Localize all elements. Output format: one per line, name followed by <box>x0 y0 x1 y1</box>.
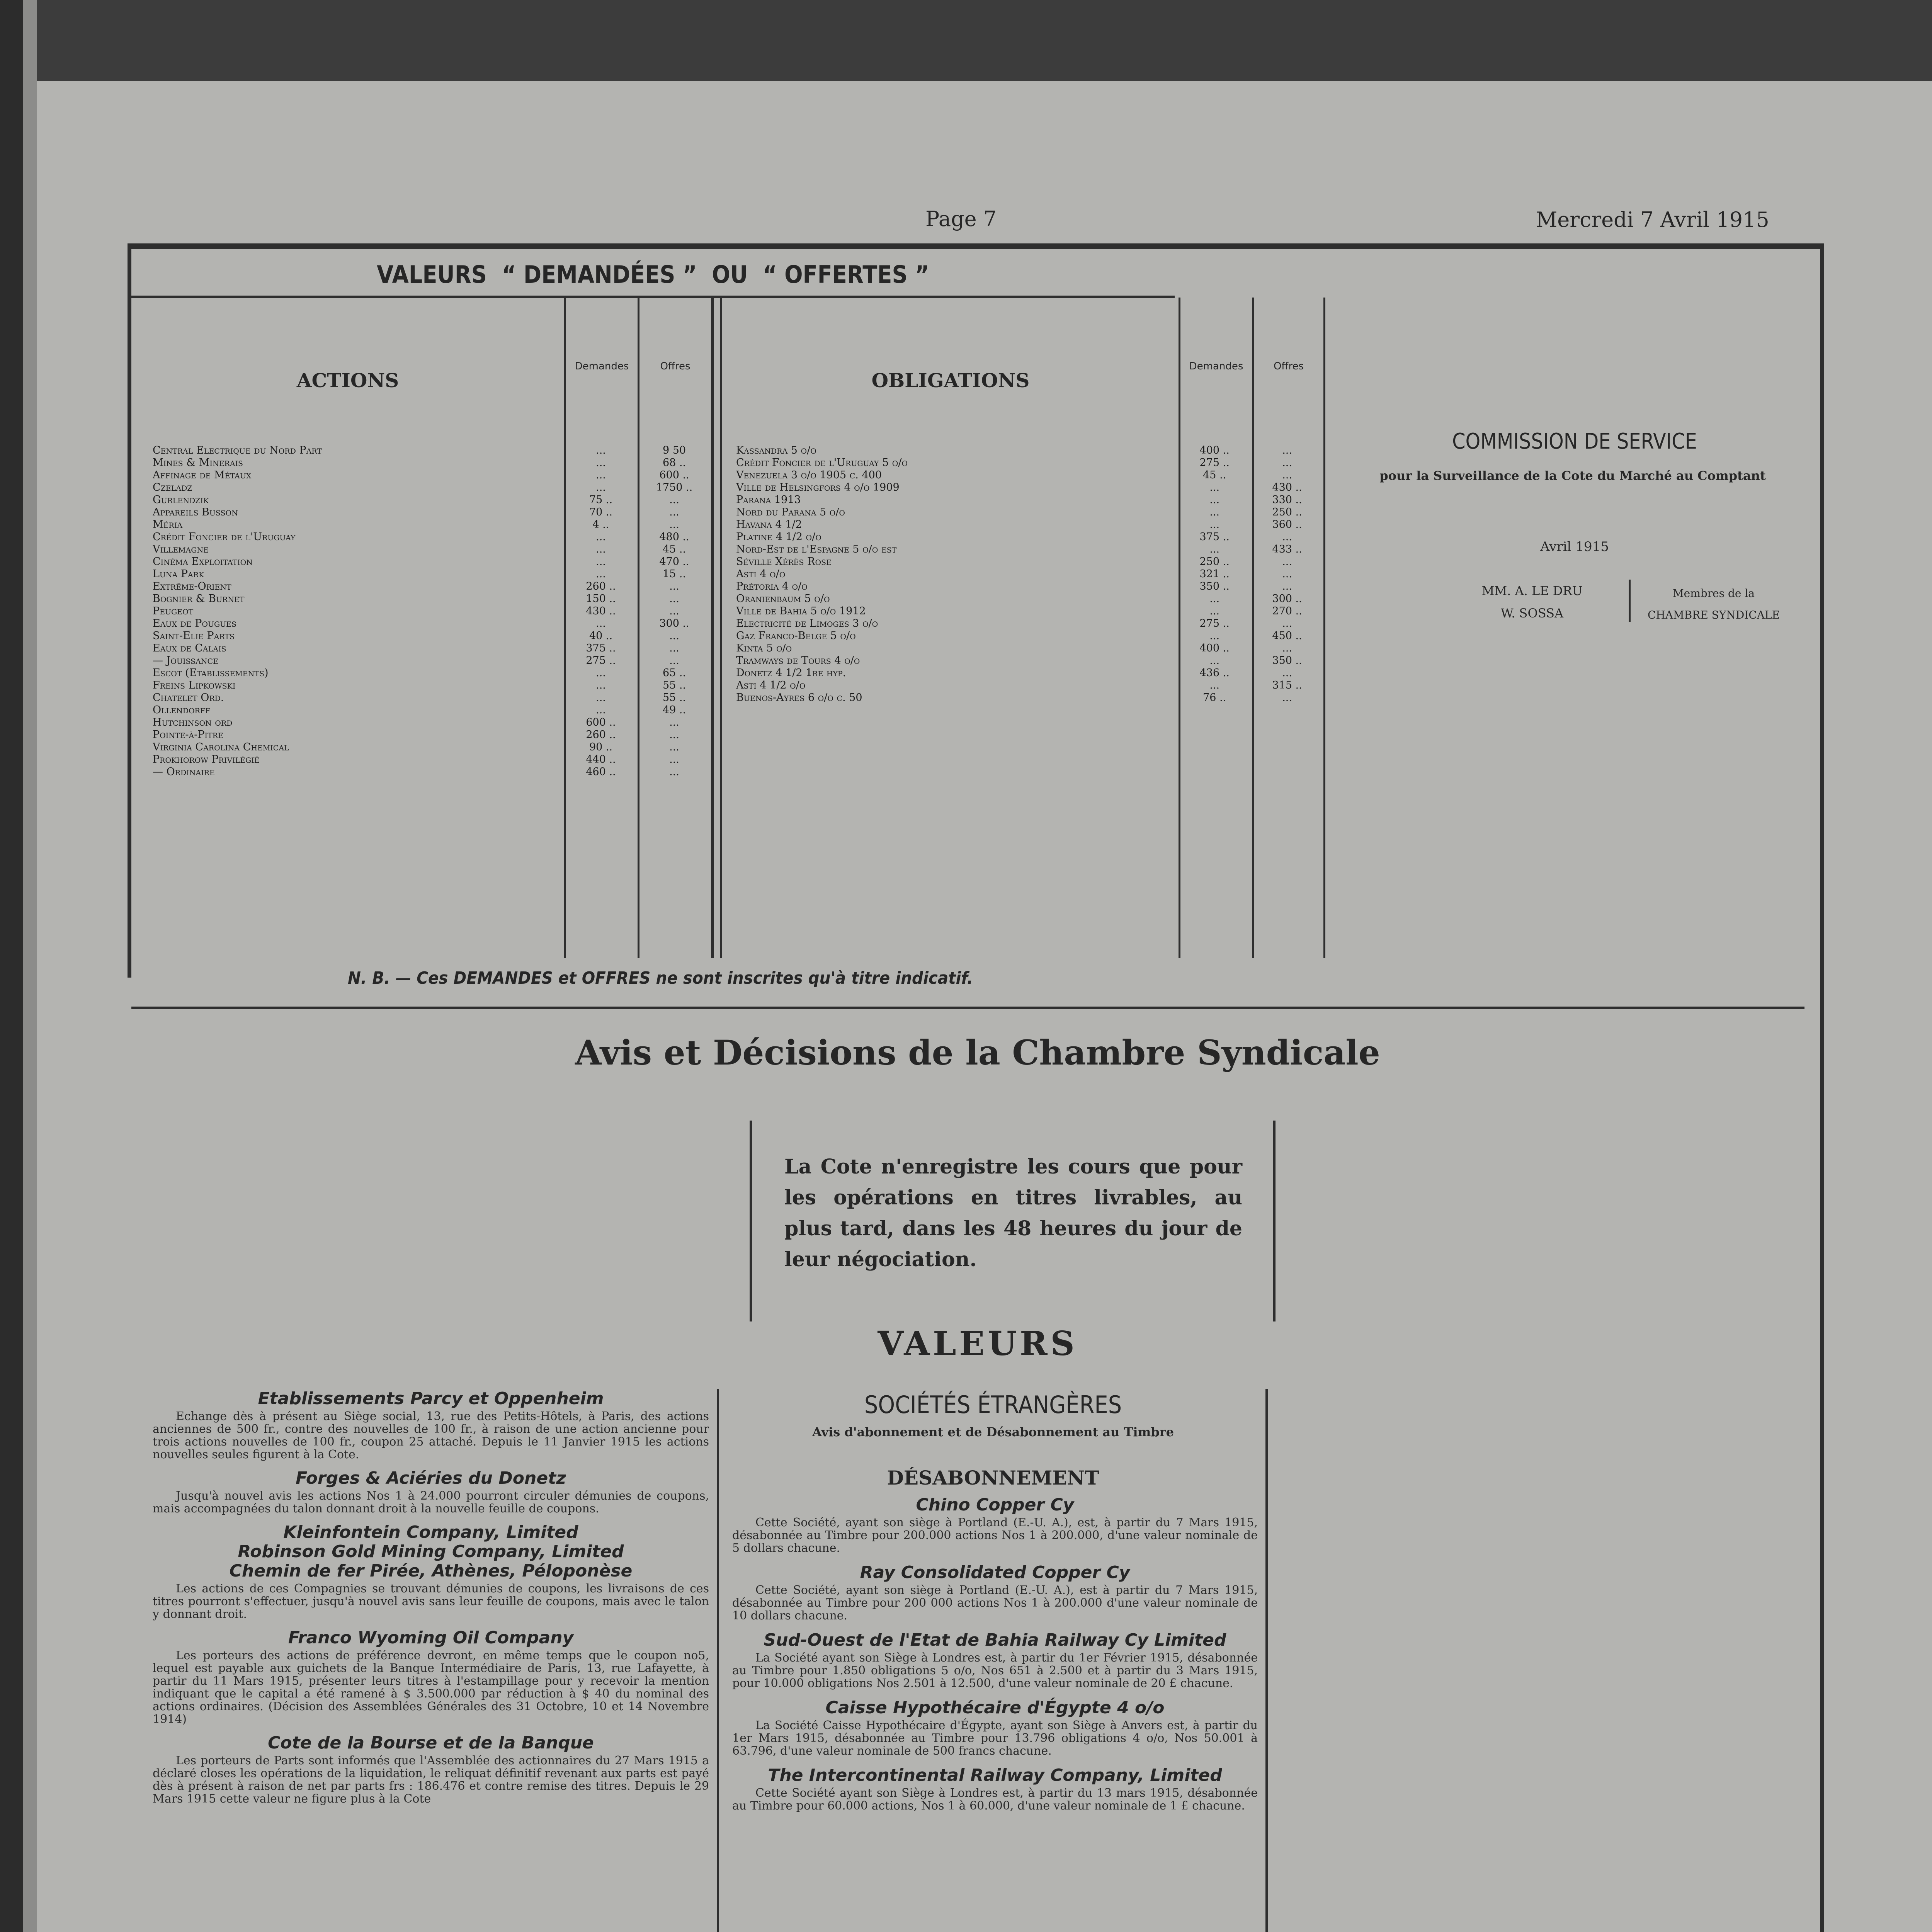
actions-demandes-header: Demandes <box>575 361 629 372</box>
offres-value: 68 .. <box>662 457 686 469</box>
title-underline <box>131 296 1175 298</box>
demandes-value: ... <box>596 444 606 456</box>
notice-block <box>153 1469 709 1515</box>
table-row <box>736 543 1323 556</box>
notice-block <box>732 1631 1258 1690</box>
demandes-value: ... <box>1209 519 1220 531</box>
table-row <box>153 753 711 766</box>
demandes-value: 150 .. <box>586 593 616 605</box>
security-name: Cinéma Exploitation <box>153 556 253 568</box>
middle-double-rule-a <box>711 298 714 958</box>
table-row <box>736 667 1323 679</box>
security-name: Affinage de Métaux <box>153 469 252 481</box>
demandes-value: 4 .. <box>592 519 609 531</box>
security-name: Luna Park <box>153 568 204 580</box>
notice-text: Echange dès à présent au Siège social, 13, rue des Petits-Hôtels, à Paris, des actions anciennes de 500 fr., contre des nouvelles de 100 fr., à raison de une action ancienne pour trois actions nouvelles de 100 fr., coupon 25 attaché. Depuis le 11 Janvier 1915 les actions nouvelles seules figurent à la Cote. <box>153 1410 709 1461</box>
table-row <box>736 655 1323 667</box>
page-edge-top <box>37 0 1932 81</box>
demandes-value: 250 .. <box>1199 556 1230 568</box>
offres-value: 15 .. <box>662 568 686 580</box>
offres-value: ... <box>669 519 679 531</box>
table-row <box>153 469 711 481</box>
table-row <box>736 457 1323 469</box>
offres-value: 330 .. <box>1272 494 1302 506</box>
security-name: Prokhorow Privilégié <box>153 753 260 765</box>
security-name: Hutchinson ord <box>153 716 233 728</box>
security-name: Escot (Etablissements) <box>153 667 269 679</box>
offres-value: 65 .. <box>662 667 686 679</box>
table-row <box>736 519 1323 531</box>
security-name: Nord du Parana 5 o/o <box>736 506 845 518</box>
demandes-value: ... <box>1209 679 1220 691</box>
demandes-value: ... <box>596 692 606 704</box>
demandes-value: ... <box>1209 494 1220 506</box>
notice-text: La Société Caisse Hypothécaire d'Égypte, ayant son Siège à Anvers est, à partir du 1er Mars 1915, désabonnée au Timbre pour 13.796 obligations 4 o/o, Nos 50.001 à 63.796, d'une valeur nominale de 500 francs chacune. <box>732 1719 1258 1758</box>
commission-subtitle: pour la Surveillance de la Cote du Marché au Comptant <box>1379 468 1766 483</box>
security-name: Mines & Minerais <box>153 457 243 469</box>
demandes-value: ... <box>596 556 606 568</box>
demandes-value: 70 .. <box>589 506 613 518</box>
notice-text: Cette Société ayant son Siège à Londres est, à partir du 13 mars 1915, désabonnée au Timbre pour 60.000 actions, Nos 1 à 60.000, d'une valeur nominale de 1 £ chacune. <box>732 1786 1258 1813</box>
table-row <box>736 568 1323 580</box>
valeurs-box-title: VALEURS “ DEMANDÉES ” OU “ OFFERTES ” <box>377 260 929 289</box>
notice-block <box>732 1495 1258 1554</box>
table-row <box>153 605 711 617</box>
offres-value: 1750 .. <box>656 481 693 493</box>
demandes-value: ... <box>1209 506 1220 518</box>
offres-value: 55 .. <box>662 679 686 691</box>
avis-notice-right-rule <box>1273 1121 1276 1321</box>
offres-value: ... <box>1282 617 1292 629</box>
valeurs-section-rule-left <box>717 1389 719 1932</box>
offres-value: 350 .. <box>1272 655 1302 667</box>
security-name: Nord-Est de l'Espagne 5 o/o est <box>736 543 897 555</box>
notice-block <box>153 1389 709 1461</box>
demandes-value: 260 .. <box>586 580 616 592</box>
notice-text: Jusqu'à nouvel avis les actions Nos 1 à 24.000 pourront circuler démunies de coupons, mais accompagnées du talon donnant droit à la nouvelle feuille de coupons. <box>153 1489 709 1515</box>
notice-text: La Société ayant son Siège à Londres est, à partir du 1er Février 1915, désabonnée au Timbre pour 1.850 obligations 5 o/o, Nos 651 à 2.500 et à partir du 3 Mars 1915, pour 10.000 obligations Nos 2.501 à 12.500, d'une valeur nominale de 20 £ chacune. <box>732 1651 1258 1690</box>
table-row <box>153 531 711 543</box>
security-name: Central Electrique du Nord Part <box>153 444 322 456</box>
table-row <box>153 766 711 778</box>
demandes-value: ... <box>596 568 606 580</box>
notice-heading: Cote de la Bourse et de la Banque <box>268 1733 594 1753</box>
offres-value: 470 .. <box>659 556 689 568</box>
security-name: Kinta 5 o/o <box>736 642 792 654</box>
commission-title: COMMISSION DE SERVICE <box>1452 429 1697 454</box>
valeurs-right-column <box>732 1495 1258 1821</box>
demandes-value: ... <box>596 617 606 629</box>
security-name: Havana 4 1/2 <box>736 519 802 531</box>
table-row <box>736 469 1323 481</box>
security-name: Villemagne <box>153 543 209 555</box>
demandes-value: 375 .. <box>1199 531 1230 543</box>
table-row <box>736 531 1323 543</box>
demandes-value: ... <box>1209 481 1220 493</box>
page-edge-left <box>0 0 23 1932</box>
offres-value: ... <box>669 593 679 605</box>
notice-block <box>732 1563 1258 1622</box>
valeurs-left-column <box>153 1389 709 1813</box>
security-name: Crédit Foncier de l'Uruguay 5 o/o <box>736 457 908 469</box>
security-name: Donetz 4 1/2 1re hyp. <box>736 667 846 679</box>
security-name: Méria <box>153 519 183 531</box>
members-brace <box>1629 580 1631 622</box>
offres-value: ... <box>1282 568 1292 580</box>
demandes-value: 350 .. <box>1199 580 1230 592</box>
notice-heading: The Intercontinental Railway Company, Limited <box>768 1765 1222 1785</box>
demandes-value: ... <box>596 457 606 469</box>
offres-value: ... <box>669 605 679 617</box>
valeurs-box-note: N. B. — Ces DEMANDES et OFFRES ne sont inscrites qu'à titre indicatif. <box>348 968 973 988</box>
table-row <box>736 593 1323 605</box>
table-row <box>153 617 711 630</box>
table-row <box>153 568 711 580</box>
demandes-value: ... <box>1209 593 1220 605</box>
demandes-value: 400 .. <box>1199 444 1230 456</box>
notice-heading: Sud-Ouest de l'Etat de Bahia Railway Cy Limited <box>764 1630 1226 1650</box>
notice-text: Cette Société, ayant son siège à Portland (E.-U. A.), est, à partir du 7 Mars 1915, désabonnée au Timbre pour 200.000 actions Nos 1 à 200.000, d'une valeur nominale de 5 dollars chacune. <box>732 1516 1258 1555</box>
table-row <box>153 655 711 667</box>
security-name: Prétoria 4 o/o <box>736 580 808 592</box>
offres-value: ... <box>669 655 679 667</box>
security-name: Platine 4 1/2 o/o <box>736 531 821 543</box>
table-row <box>153 716 711 729</box>
demandes-value: ... <box>596 469 606 481</box>
table-row <box>153 642 711 655</box>
commission-month: Avril 1915 <box>1540 539 1609 554</box>
offres-value: 55 .. <box>662 692 686 704</box>
notice-heading: Chino Copper Cy <box>916 1495 1074 1515</box>
actions-heading: ACTIONS <box>296 369 399 392</box>
security-name: Virginia Carolina Chemical <box>153 741 289 753</box>
demandes-value: 75 .. <box>589 494 613 506</box>
avis-notice: La Cote n'enregistre les cours que pour les opérations en titres livrables, au plus tard, dans les 48 heures du jour de leur négociation. <box>784 1155 1242 1271</box>
table-row <box>153 543 711 556</box>
demandes-value: ... <box>596 679 606 691</box>
table-row <box>153 494 711 506</box>
middle-double-rule-b <box>720 298 722 958</box>
valeurs-section-title: VALEURS <box>878 1324 1078 1363</box>
security-name: Asti 4 1/2 o/o <box>736 679 806 691</box>
table-row <box>736 692 1323 704</box>
offres-value: 250 .. <box>1272 506 1302 518</box>
demandes-value: ... <box>596 704 606 716</box>
offres-value: ... <box>669 716 679 728</box>
security-name: Kassandra 5 o/o <box>736 444 816 456</box>
table-row <box>153 519 711 531</box>
table-row <box>736 444 1323 457</box>
security-name: Ville de Bahia 5 o/o 1912 <box>736 605 866 617</box>
offres-value: ... <box>669 766 679 778</box>
security-name: Czeladz <box>153 481 192 493</box>
security-name: Crédit Foncier de l'Uruguay <box>153 531 296 543</box>
box-top-rule <box>128 243 1824 249</box>
offres-value: 300 .. <box>659 617 689 629</box>
table-row <box>736 605 1323 617</box>
security-name: Electricité de Limoges 3 o/o <box>736 617 878 629</box>
demandes-value: 275 .. <box>586 655 616 667</box>
security-name: Freins Lipkowski <box>153 679 236 691</box>
offres-value: ... <box>669 642 679 654</box>
table-row <box>153 580 711 593</box>
offres-value: 360 .. <box>1272 519 1302 531</box>
offres-value: ... <box>669 729 679 741</box>
desabonnement-title: DÉSABONNEMENT <box>887 1466 1099 1489</box>
table-row <box>153 593 711 605</box>
demandes-value: 430 .. <box>586 605 616 617</box>
table-row <box>153 692 711 704</box>
demandes-value: ... <box>1209 655 1220 667</box>
security-name: — Ordinaire <box>153 766 215 778</box>
demandes-value: 400 .. <box>1199 642 1230 654</box>
page-number: Page 7 <box>925 207 997 231</box>
demandes-value: 600 .. <box>586 716 616 728</box>
actions-offres-header: Offres <box>660 361 690 372</box>
offres-value: 433 .. <box>1272 543 1302 555</box>
security-name: Peugeot <box>153 605 194 617</box>
notice-text: Cette Société, ayant son siège à Portland (E.-U. A.), est à partir du 7 Mars 1915, désabonnée au Timbre pour 200 000 actions Nos 1 à 200.000 d'une valeur nominale de 10 dollars chacune. <box>732 1583 1258 1622</box>
societes-etrangeres-title: SOCIÉTÉS ÉTRANGÈRES <box>864 1391 1122 1419</box>
security-name: Chatelet Ord. <box>153 692 224 704</box>
security-name: Eaux de Pougues <box>153 617 237 629</box>
offres-value: ... <box>669 630 679 642</box>
table-row <box>736 679 1323 692</box>
security-name: Oranienbaum 5 o/o <box>736 593 830 605</box>
box-right-rule <box>1820 243 1824 1932</box>
table-row <box>153 729 711 741</box>
offres-value: ... <box>669 580 679 592</box>
chambre-syndicale-label: Membres de la CHAMBRE SYNDICALE <box>1647 587 1780 621</box>
security-name: Saint-Elie Parts <box>153 630 235 642</box>
security-name: Ollendorff <box>153 704 211 716</box>
avis-notice-left-rule <box>750 1121 752 1321</box>
offres-value: ... <box>1282 457 1292 469</box>
table-row <box>736 617 1323 630</box>
security-name: Gurlendzik <box>153 494 209 506</box>
offres-value: ... <box>1282 469 1292 481</box>
security-name: Bognier & Burnet <box>153 593 245 605</box>
security-name: Appareils Busson <box>153 506 238 518</box>
security-name: Séville Xérès Rose <box>736 556 832 568</box>
security-name: — Jouissance <box>153 655 218 667</box>
security-name: Asti 4 o/o <box>736 568 786 580</box>
offres-value: ... <box>669 506 679 518</box>
offres-value: 270 .. <box>1272 605 1302 617</box>
table-row <box>153 667 711 679</box>
notice-heading: Forges & Aciéries du Donetz <box>296 1468 566 1488</box>
demandes-value: ... <box>596 543 606 555</box>
offres-value: ... <box>1282 556 1292 568</box>
box-left-rule <box>128 243 131 978</box>
offres-value: ... <box>669 741 679 753</box>
page-edge-fold <box>23 0 37 1932</box>
demandes-value: 460 .. <box>586 766 616 778</box>
demandes-value: 76 .. <box>1203 692 1226 704</box>
obligations-list <box>736 444 1323 704</box>
security-name: Buenos-Ayres 6 o/o c. 50 <box>736 692 862 704</box>
table-row <box>153 506 711 519</box>
offres-value: ... <box>1282 642 1292 654</box>
demandes-value: 321 .. <box>1199 568 1230 580</box>
societes-etrangeres-subtitle: Avis d'abonnement et de Désabonnement au Timbre <box>812 1425 1174 1439</box>
security-name: Ville de Helsingfors 4 o/o 1909 <box>736 481 900 493</box>
box-bottom-rule <box>131 1007 1804 1009</box>
offres-value: 450 .. <box>1272 630 1302 642</box>
table-row <box>736 481 1323 494</box>
offres-value: ... <box>1282 531 1292 543</box>
offres-value: ... <box>1282 444 1292 456</box>
notice-text: Les actions de ces Compagnies se trouvant démunies de coupons, les livraisons de ces titres pourront s'effectuer, jusqu'à nouvel avis sans leur feuille de coupons, mais avec le talon y donnant droit. <box>153 1582 709 1621</box>
table-row <box>153 444 711 457</box>
notice-block <box>732 1698 1258 1757</box>
table-row <box>153 457 711 469</box>
offres-value: 480 .. <box>659 531 689 543</box>
security-name: Pointe-à-Pitre <box>153 729 223 741</box>
security-name: Parana 1913 <box>736 494 801 506</box>
demandes-value: ... <box>1209 605 1220 617</box>
notice-heading: Kleinfontein Company, Limited Robinson Gold Mining Company, Limited Chemin de fer Pirée, Athènes, Péloponèse <box>229 1522 633 1581</box>
obligations-offres-header: Offres <box>1273 361 1304 372</box>
offres-value: 45 .. <box>662 543 686 555</box>
offres-value: 300 .. <box>1272 593 1302 605</box>
table-row <box>153 630 711 642</box>
demandes-value: 260 .. <box>586 729 616 741</box>
obligations-heading: OBLIGATIONS <box>871 369 1030 392</box>
issue-date: Mercredi 7 Avril 1915 <box>1536 207 1769 232</box>
demandes-value: 275 .. <box>1199 457 1230 469</box>
demandes-value: ... <box>596 531 606 543</box>
demandes-value: ... <box>1209 543 1220 555</box>
offres-value: 430 .. <box>1272 481 1302 493</box>
offres-value: 315 .. <box>1272 679 1302 691</box>
table-row <box>736 642 1323 655</box>
offres-value: ... <box>1282 667 1292 679</box>
newspaper-page <box>37 81 1932 1932</box>
table-row <box>736 580 1323 593</box>
obligations-demandes-header: Demandes <box>1189 361 1243 372</box>
demandes-value: ... <box>1209 630 1220 642</box>
notice-block <box>732 1766 1258 1812</box>
valeurs-section-rule-right <box>1265 1389 1268 1932</box>
table-row <box>736 556 1323 568</box>
notice-text: Les porteurs des actions de préférence devront, en même temps que le coupon no5, lequel est payable aux guichets de la Banque Intermédiaire de Paris, 13, rue Lafayette, à partir du 11 Mars 1915, présenter leurs titres à l'estampillage pour y recevoir la mention indiquant que le capital a été ramené à $ 3.500.000 par réduction à $ 40 du nominal des actions ordinaires. (Décision des Assemblées Générales des 31 Octobre, 10 et 14 Novembre 1914) <box>153 1649 709 1726</box>
offres-value: 49 .. <box>662 704 686 716</box>
commission-members: MM. A. LE DRU W. SOSSA <box>1481 583 1583 621</box>
offres-value: 600 .. <box>659 469 689 481</box>
table-row <box>153 704 711 716</box>
demandes-value: 90 .. <box>589 741 613 753</box>
obligations-col-rule-3 <box>1323 298 1325 958</box>
table-row <box>153 481 711 494</box>
offres-value: ... <box>669 753 679 765</box>
notice-heading: Ray Consolidated Copper Cy <box>860 1563 1130 1582</box>
demandes-value: 275 .. <box>1199 617 1230 629</box>
notice-heading: Franco Wyoming Oil Company <box>288 1628 574 1648</box>
demandes-value: 45 .. <box>1203 469 1226 481</box>
demandes-value: ... <box>596 667 606 679</box>
offres-value: 9 50 <box>662 444 686 456</box>
demandes-value: ... <box>596 481 606 493</box>
security-name: Extrême-Orient <box>153 580 231 592</box>
notice-block <box>153 1733 709 1805</box>
demandes-value: 375 .. <box>586 642 616 654</box>
offres-value: ... <box>1282 692 1292 704</box>
offres-value: ... <box>669 494 679 506</box>
security-name: Eaux de Calais <box>153 642 226 654</box>
notice-block <box>153 1628 709 1726</box>
table-row <box>736 506 1323 519</box>
table-row <box>736 630 1323 642</box>
table-row <box>153 556 711 568</box>
actions-list <box>153 444 711 778</box>
notice-heading: Caisse Hypothécaire d'Égypte 4 o/o <box>825 1698 1165 1718</box>
notice-heading: Etablissements Parcy et Oppenheim <box>258 1389 604 1408</box>
table-row <box>153 679 711 692</box>
table-row <box>736 494 1323 506</box>
notice-block <box>153 1523 709 1621</box>
security-name: Venezuela 3 o/o 1905 c. 400 <box>736 469 882 481</box>
demandes-value: 436 .. <box>1199 667 1230 679</box>
security-name: Gaz Franco-Belge 5 o/o <box>736 630 856 642</box>
demandes-value: 440 .. <box>586 753 616 765</box>
security-name: Tramways de Tours 4 o/o <box>736 655 860 667</box>
avis-title: Avis et Décisions de la Chambre Syndicale <box>575 1032 1380 1073</box>
demandes-value: 40 .. <box>589 630 613 642</box>
offres-value: ... <box>1282 580 1292 592</box>
table-row <box>153 741 711 753</box>
notice-text: Les porteurs de Parts sont informés que l'Assemblée des actionnaires du 27 Mars 1915 a déclaré closes les opérations de la liquidation, le reliquat définitif revenant aux parts est payé dès à présent à raison de net par parts frs : 186.476 et contre remise des titres. Depuis le 29 Mars 1915 cette valeur ne figure plus à la Cote <box>153 1754 709 1806</box>
